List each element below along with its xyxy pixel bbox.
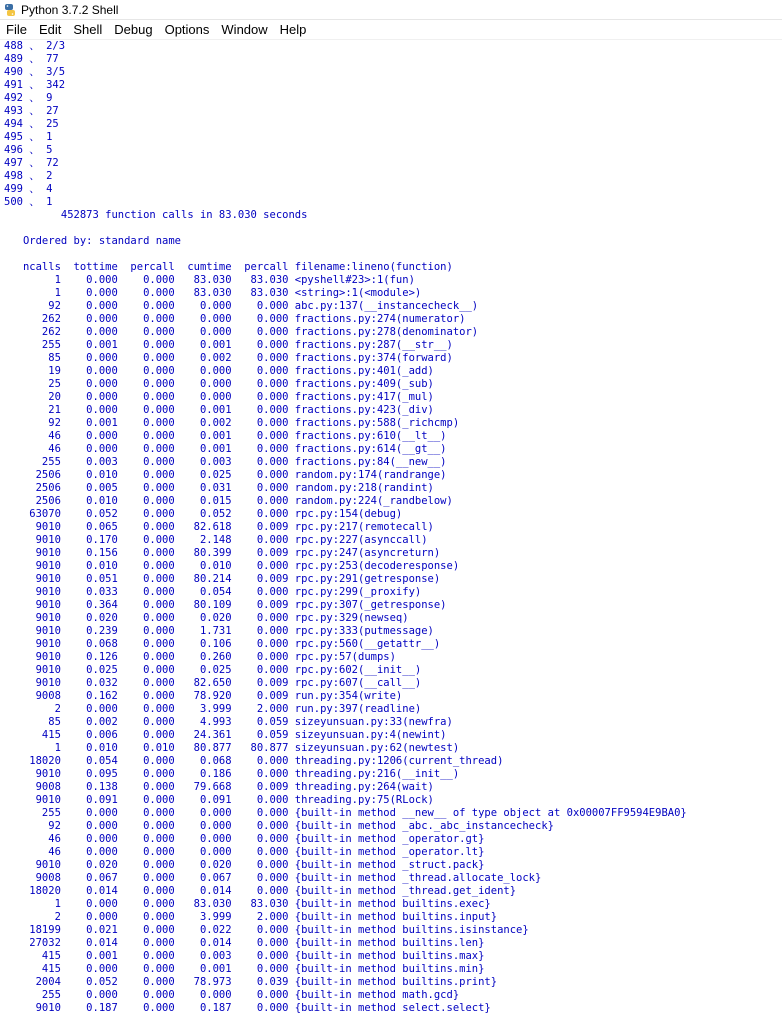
- stats-line: ncalls tottime percall cumtime percall filename:lineno(function): [4, 261, 453, 273]
- stats-line: 9008 0.067 0.000 0.067 0.000 {built-in method _thread.allocate_lock}: [4, 872, 542, 884]
- stats-line: 21 0.000 0.000 0.001 0.000 fractions.py:423(_div): [4, 404, 434, 416]
- stats-line: 2 0.000 0.000 3.999 2.000 {built-in method builtins.input}: [4, 911, 498, 923]
- stats-line: 46 0.000 0.000 0.001 0.000 fractions.py:610(__lt__): [4, 430, 447, 442]
- output-line: 498 、 2: [4, 170, 53, 182]
- stats-line: 20 0.000 0.000 0.000 0.000 fractions.py:417(_mul): [4, 391, 434, 403]
- menu-window[interactable]: Window: [221, 22, 268, 37]
- stats-line: 255 0.001 0.000 0.001 0.000 fractions.py:287(__str__): [4, 339, 453, 351]
- stats-line: 92 0.000 0.000 0.000 0.000 abc.py:137(__instancecheck__): [4, 300, 479, 312]
- stats-line: 9010 0.020 0.000 0.020 0.000 rpc.py:329(newseq): [4, 612, 409, 624]
- python-icon: [3, 3, 17, 17]
- stats-line: 9010 0.187 0.000 0.187 0.000 {built-in method select.select}: [4, 1002, 491, 1014]
- stats-line: 85 0.000 0.000 0.002 0.000 fractions.py:374(forward): [4, 352, 453, 364]
- menu-debug[interactable]: Debug: [114, 22, 153, 37]
- stats-line: 2004 0.052 0.000 78.973 0.039 {built-in method builtins.print}: [4, 976, 498, 988]
- stats-line: 9010 0.051 0.000 80.214 0.009 rpc.py:291(getresponse): [4, 573, 441, 585]
- stats-line: 18020 0.054 0.000 0.068 0.000 threading.py:1206(current_thread): [4, 755, 504, 767]
- stats-line: [4, 248, 687, 261]
- stats-line: 9008 0.162 0.000 78.920 0.009 run.py:354(write): [4, 690, 403, 702]
- output-line: 491 、 342: [4, 79, 66, 91]
- stats-line: 255 0.000 0.000 0.000 0.000 {built-in method math.gcd}: [4, 989, 460, 1001]
- stats-line: 9008 0.138 0.000 79.668 0.009 threading.py:264(wait): [4, 781, 434, 793]
- stats-line: 18020 0.014 0.000 0.014 0.000 {built-in method _thread.get_ident}: [4, 885, 517, 897]
- window-title: Python 3.7.2 Shell: [21, 2, 119, 17]
- output-line: 492 、 9: [4, 92, 53, 104]
- stats-line: 9010 0.156 0.000 80.399 0.009 rpc.py:247(asyncreturn): [4, 547, 441, 559]
- stats-line: 9010 0.025 0.000 0.025 0.000 rpc.py:602(__init__): [4, 664, 422, 676]
- stats-line: 9010 0.032 0.000 82.650 0.009 rpc.py:607(__call__): [4, 677, 422, 689]
- stats-line: Ordered by: standard name: [4, 235, 182, 247]
- output-line: 489 、 77: [4, 53, 59, 65]
- menu-shell[interactable]: Shell: [73, 22, 103, 37]
- stats-line: 9010 0.095 0.000 0.186 0.000 threading.py:216(__init__): [4, 768, 460, 780]
- stats-line: 415 0.006 0.000 24.361 0.059 sizeyunsuan.py:4(newint): [4, 729, 447, 741]
- program-output: [4, 40, 65, 209]
- stats-line: 255 0.003 0.000 0.003 0.000 fractions.py:84(__new__): [4, 456, 447, 468]
- stats-line: 85 0.002 0.000 4.993 0.059 sizeyunsuan.py:33(newfra): [4, 716, 453, 728]
- stats-line: 1 0.000 0.000 83.030 83.030 {built-in method builtins.exec}: [4, 898, 491, 910]
- stats-line: 2506 0.010 0.000 0.025 0.000 random.py:174(randrange): [4, 469, 447, 481]
- stats-line: 27032 0.014 0.000 0.014 0.000 {built-in method builtins.len}: [4, 937, 485, 949]
- stats-line: 9010 0.091 0.000 0.091 0.000 threading.py:75(RLock): [4, 794, 434, 806]
- stats-line: 9010 0.126 0.000 0.260 0.000 rpc.py:57(dumps): [4, 651, 396, 663]
- stats-line: 25 0.000 0.000 0.000 0.000 fractions.py:409(_sub): [4, 378, 434, 390]
- output-line: 494 、 25: [4, 118, 59, 130]
- stats-line: 18199 0.021 0.000 0.022 0.000 {built-in method builtins.isinstance}: [4, 924, 529, 936]
- stats-line: 2506 0.010 0.000 0.015 0.000 random.py:224(_randbelow): [4, 495, 453, 507]
- stats-line: 46 0.000 0.000 0.000 0.000 {built-in method _operator.lt}: [4, 846, 485, 858]
- output-line: 490 、 3/5: [4, 66, 66, 78]
- stats-line: 1 0.000 0.000 83.030 83.030 <string>:1(<module>): [4, 287, 422, 299]
- stats-line: 9010 0.068 0.000 0.106 0.000 rpc.py:560(__getattr__): [4, 638, 441, 650]
- stats-line: 452873 function calls in 83.030 seconds: [4, 209, 308, 221]
- output-line: 499 、 4: [4, 183, 53, 195]
- menu-bar: [0, 20, 782, 40]
- output-line: 500 、 1: [4, 196, 53, 208]
- stats-line: 415 0.000 0.000 0.001 0.000 {built-in method builtins.min}: [4, 963, 485, 975]
- menu-help[interactable]: Help: [279, 22, 307, 37]
- stats-line: 46 0.000 0.000 0.001 0.000 fractions.py:614(__gt__): [4, 443, 447, 455]
- stats-line: 46 0.000 0.000 0.000 0.000 {built-in method _operator.gt}: [4, 833, 485, 845]
- stats-line: 9010 0.033 0.000 0.054 0.000 rpc.py:299(_proxify): [4, 586, 422, 598]
- stats-line: 9010 0.364 0.000 80.109 0.009 rpc.py:307(_getresponse): [4, 599, 447, 611]
- stats-line: 2506 0.005 0.000 0.031 0.000 random.py:218(randint): [4, 482, 434, 494]
- profile-stats-output: [4, 209, 687, 1015]
- stats-line: 255 0.000 0.000 0.000 0.000 {built-in method __new__ of type object at 0x00007FF9594E9BA0}: [4, 807, 687, 819]
- stats-line: 262 0.000 0.000 0.000 0.000 fractions.py:278(denominator): [4, 326, 479, 338]
- stats-line: 415 0.001 0.000 0.003 0.000 {built-in method builtins.max}: [4, 950, 485, 962]
- stats-line: 2 0.000 0.000 3.999 2.000 run.py:397(readline): [4, 703, 422, 715]
- stats-line: 9010 0.239 0.000 1.731 0.000 rpc.py:333(putmessage): [4, 625, 434, 637]
- output-line: 495 、 1: [4, 131, 53, 143]
- stats-line: 262 0.000 0.000 0.000 0.000 fractions.py:274(numerator): [4, 313, 466, 325]
- stats-line: 1 0.010 0.010 80.877 80.877 sizeyunsuan.py:62(newtest): [4, 742, 460, 754]
- output-line: 488 、 2/3: [4, 40, 66, 52]
- stats-line: 63070 0.052 0.000 0.052 0.000 rpc.py:154(debug): [4, 508, 403, 520]
- stats-line: 9010 0.170 0.000 2.148 0.000 rpc.py:227(asynccall): [4, 534, 428, 546]
- menu-options[interactable]: Options: [164, 22, 210, 37]
- output-line: 496 、 5: [4, 144, 53, 156]
- shell-output[interactable]: [0, 40, 782, 1021]
- stats-line: 9010 0.020 0.000 0.020 0.000 {built-in method _struct.pack}: [4, 859, 485, 871]
- stats-line: 92 0.001 0.000 0.002 0.000 fractions.py:588(_richcmp): [4, 417, 460, 429]
- output-line: 493 、 27: [4, 105, 59, 117]
- output-line: 497 、 72: [4, 157, 59, 169]
- stats-line: 1 0.000 0.000 83.030 83.030 <pyshell#23>:1(fun): [4, 274, 415, 286]
- title-bar: [0, 0, 782, 20]
- stats-line: [4, 222, 687, 235]
- stats-line: 19 0.000 0.000 0.000 0.000 fractions.py:401(_add): [4, 365, 434, 377]
- stats-line: 9010 0.010 0.000 0.010 0.000 rpc.py:253(decoderesponse): [4, 560, 460, 572]
- menu-edit[interactable]: Edit: [38, 22, 62, 37]
- stats-line: 9010 0.065 0.000 82.618 0.009 rpc.py:217(remotecall): [4, 521, 434, 533]
- stats-line: 92 0.000 0.000 0.000 0.000 {built-in method _abc._abc_instancecheck}: [4, 820, 554, 832]
- menu-file[interactable]: File: [6, 22, 27, 37]
